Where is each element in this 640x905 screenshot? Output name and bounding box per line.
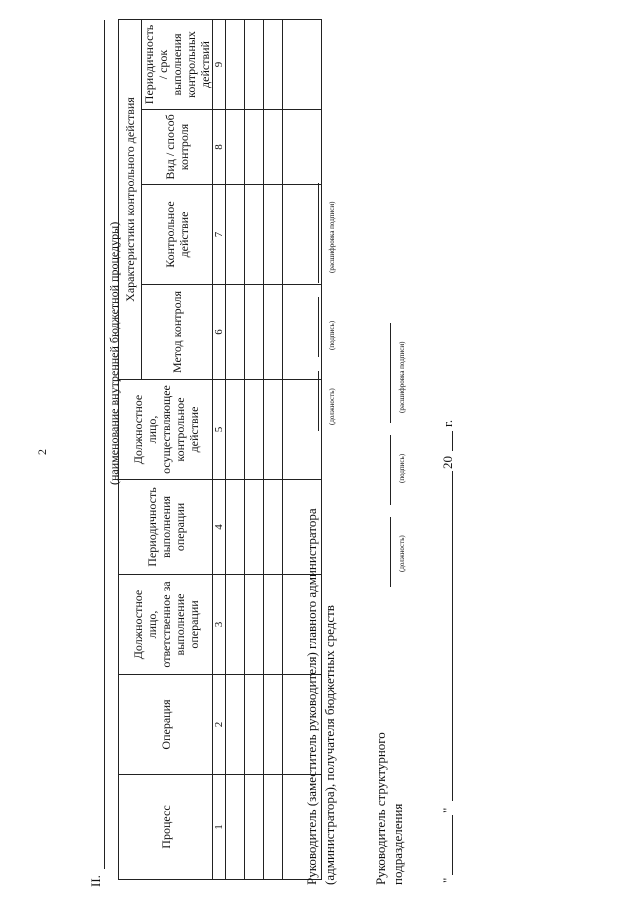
date-year-suffix: г. <box>440 419 455 427</box>
table-cell <box>264 19 283 109</box>
column-number: 9 <box>213 19 226 109</box>
column-number: 7 <box>213 185 226 285</box>
header-control-action: Контрольное действие <box>142 185 213 285</box>
date-close-quote: " <box>440 807 455 813</box>
head-decoding-line <box>318 183 319 283</box>
unit-title-line2: подразделения <box>390 803 405 885</box>
head-position-caption: (должность) <box>328 388 336 425</box>
header-control-characteristics: Характеристики контрольного действия <box>119 19 142 379</box>
table-cell <box>226 480 245 575</box>
section-label: II. <box>88 875 103 887</box>
column-number: 5 <box>213 380 226 480</box>
table-cell <box>245 575 264 675</box>
page-number: 2 <box>35 449 49 455</box>
table-cell <box>283 185 322 285</box>
table-cell <box>283 380 322 480</box>
header-operation: Операция <box>119 675 213 775</box>
column-number: 8 <box>213 110 226 185</box>
header-process: Процесс <box>119 775 213 880</box>
header-control-method: Метод контроля <box>142 285 213 380</box>
table-cell <box>264 575 283 675</box>
table-cell <box>226 380 245 480</box>
table-cell <box>264 185 283 285</box>
table-cell <box>245 285 264 380</box>
head-title-line2: (администратора), получателя бюджетных средств <box>322 605 337 885</box>
table-cell <box>245 480 264 575</box>
date-year-line <box>452 431 453 451</box>
head-decoding-caption: (расшифровка подписи) <box>328 201 336 273</box>
table-cell <box>226 110 245 185</box>
procedure-name-line <box>104 20 105 869</box>
date-month-line <box>452 471 453 801</box>
table-row <box>226 19 245 879</box>
control-table <box>118 19 322 880</box>
unit-decoding-caption: (расшифровка подписи) <box>398 341 406 413</box>
table-cell <box>283 19 322 109</box>
table-cell <box>245 380 264 480</box>
table-cell <box>245 185 264 285</box>
date-day-line <box>452 815 453 875</box>
header-control-type: Вид / способ контроля <box>142 110 213 185</box>
table-row <box>245 19 264 879</box>
unit-signature-caption: (подпись) <box>398 453 406 483</box>
table-cell <box>283 110 322 185</box>
table-cell <box>226 19 245 109</box>
unit-position-line <box>390 517 391 587</box>
table-cell <box>245 19 264 109</box>
table-cell <box>245 675 264 775</box>
table-cell <box>283 285 322 380</box>
table-cell <box>226 575 245 675</box>
unit-title-line1: Руководитель структурного <box>373 732 388 885</box>
date-year-prefix: 20 <box>440 456 455 469</box>
unit-position-caption: (должность) <box>398 535 406 572</box>
header-operation-periodicity: Периодичность выполнения операции <box>119 480 213 575</box>
table-cell <box>264 285 283 380</box>
table-cell <box>264 110 283 185</box>
table-cell <box>264 775 283 880</box>
header-controlling-official: Должностное лицо, осуществляющее контрольное действие <box>119 380 213 480</box>
table-cell <box>264 480 283 575</box>
table-row <box>264 19 283 879</box>
head-signature-caption: (подпись) <box>328 320 336 350</box>
header-responsible-official: Должностное лицо, ответственное за выполнение операции <box>119 575 213 675</box>
head-signature-line <box>318 297 319 357</box>
table-cell <box>245 775 264 880</box>
column-number: 2 <box>213 675 226 775</box>
table-cell <box>226 675 245 775</box>
unit-decoding-line <box>390 323 391 423</box>
table-cell <box>264 675 283 775</box>
head-position-line <box>318 371 319 431</box>
date-open-quote: " <box>440 877 455 883</box>
header-control-periodicity: Периодичность / срок выполнения контрольных действий <box>142 19 213 109</box>
table-cell <box>226 185 245 285</box>
procedure-caption: (наименование внутренней бюджетной процедуры) <box>107 221 121 485</box>
column-number: 3 <box>213 575 226 675</box>
table-cell <box>226 775 245 880</box>
table-cell <box>226 285 245 380</box>
column-number: 1 <box>213 775 226 880</box>
column-number: 6 <box>213 285 226 380</box>
head-title-line1: Руководитель (заместитель руководителя) главного администратора <box>304 508 319 885</box>
table-cell <box>264 380 283 480</box>
unit-signature-line <box>390 435 391 505</box>
column-number: 4 <box>213 480 226 575</box>
table-cell <box>245 110 264 185</box>
